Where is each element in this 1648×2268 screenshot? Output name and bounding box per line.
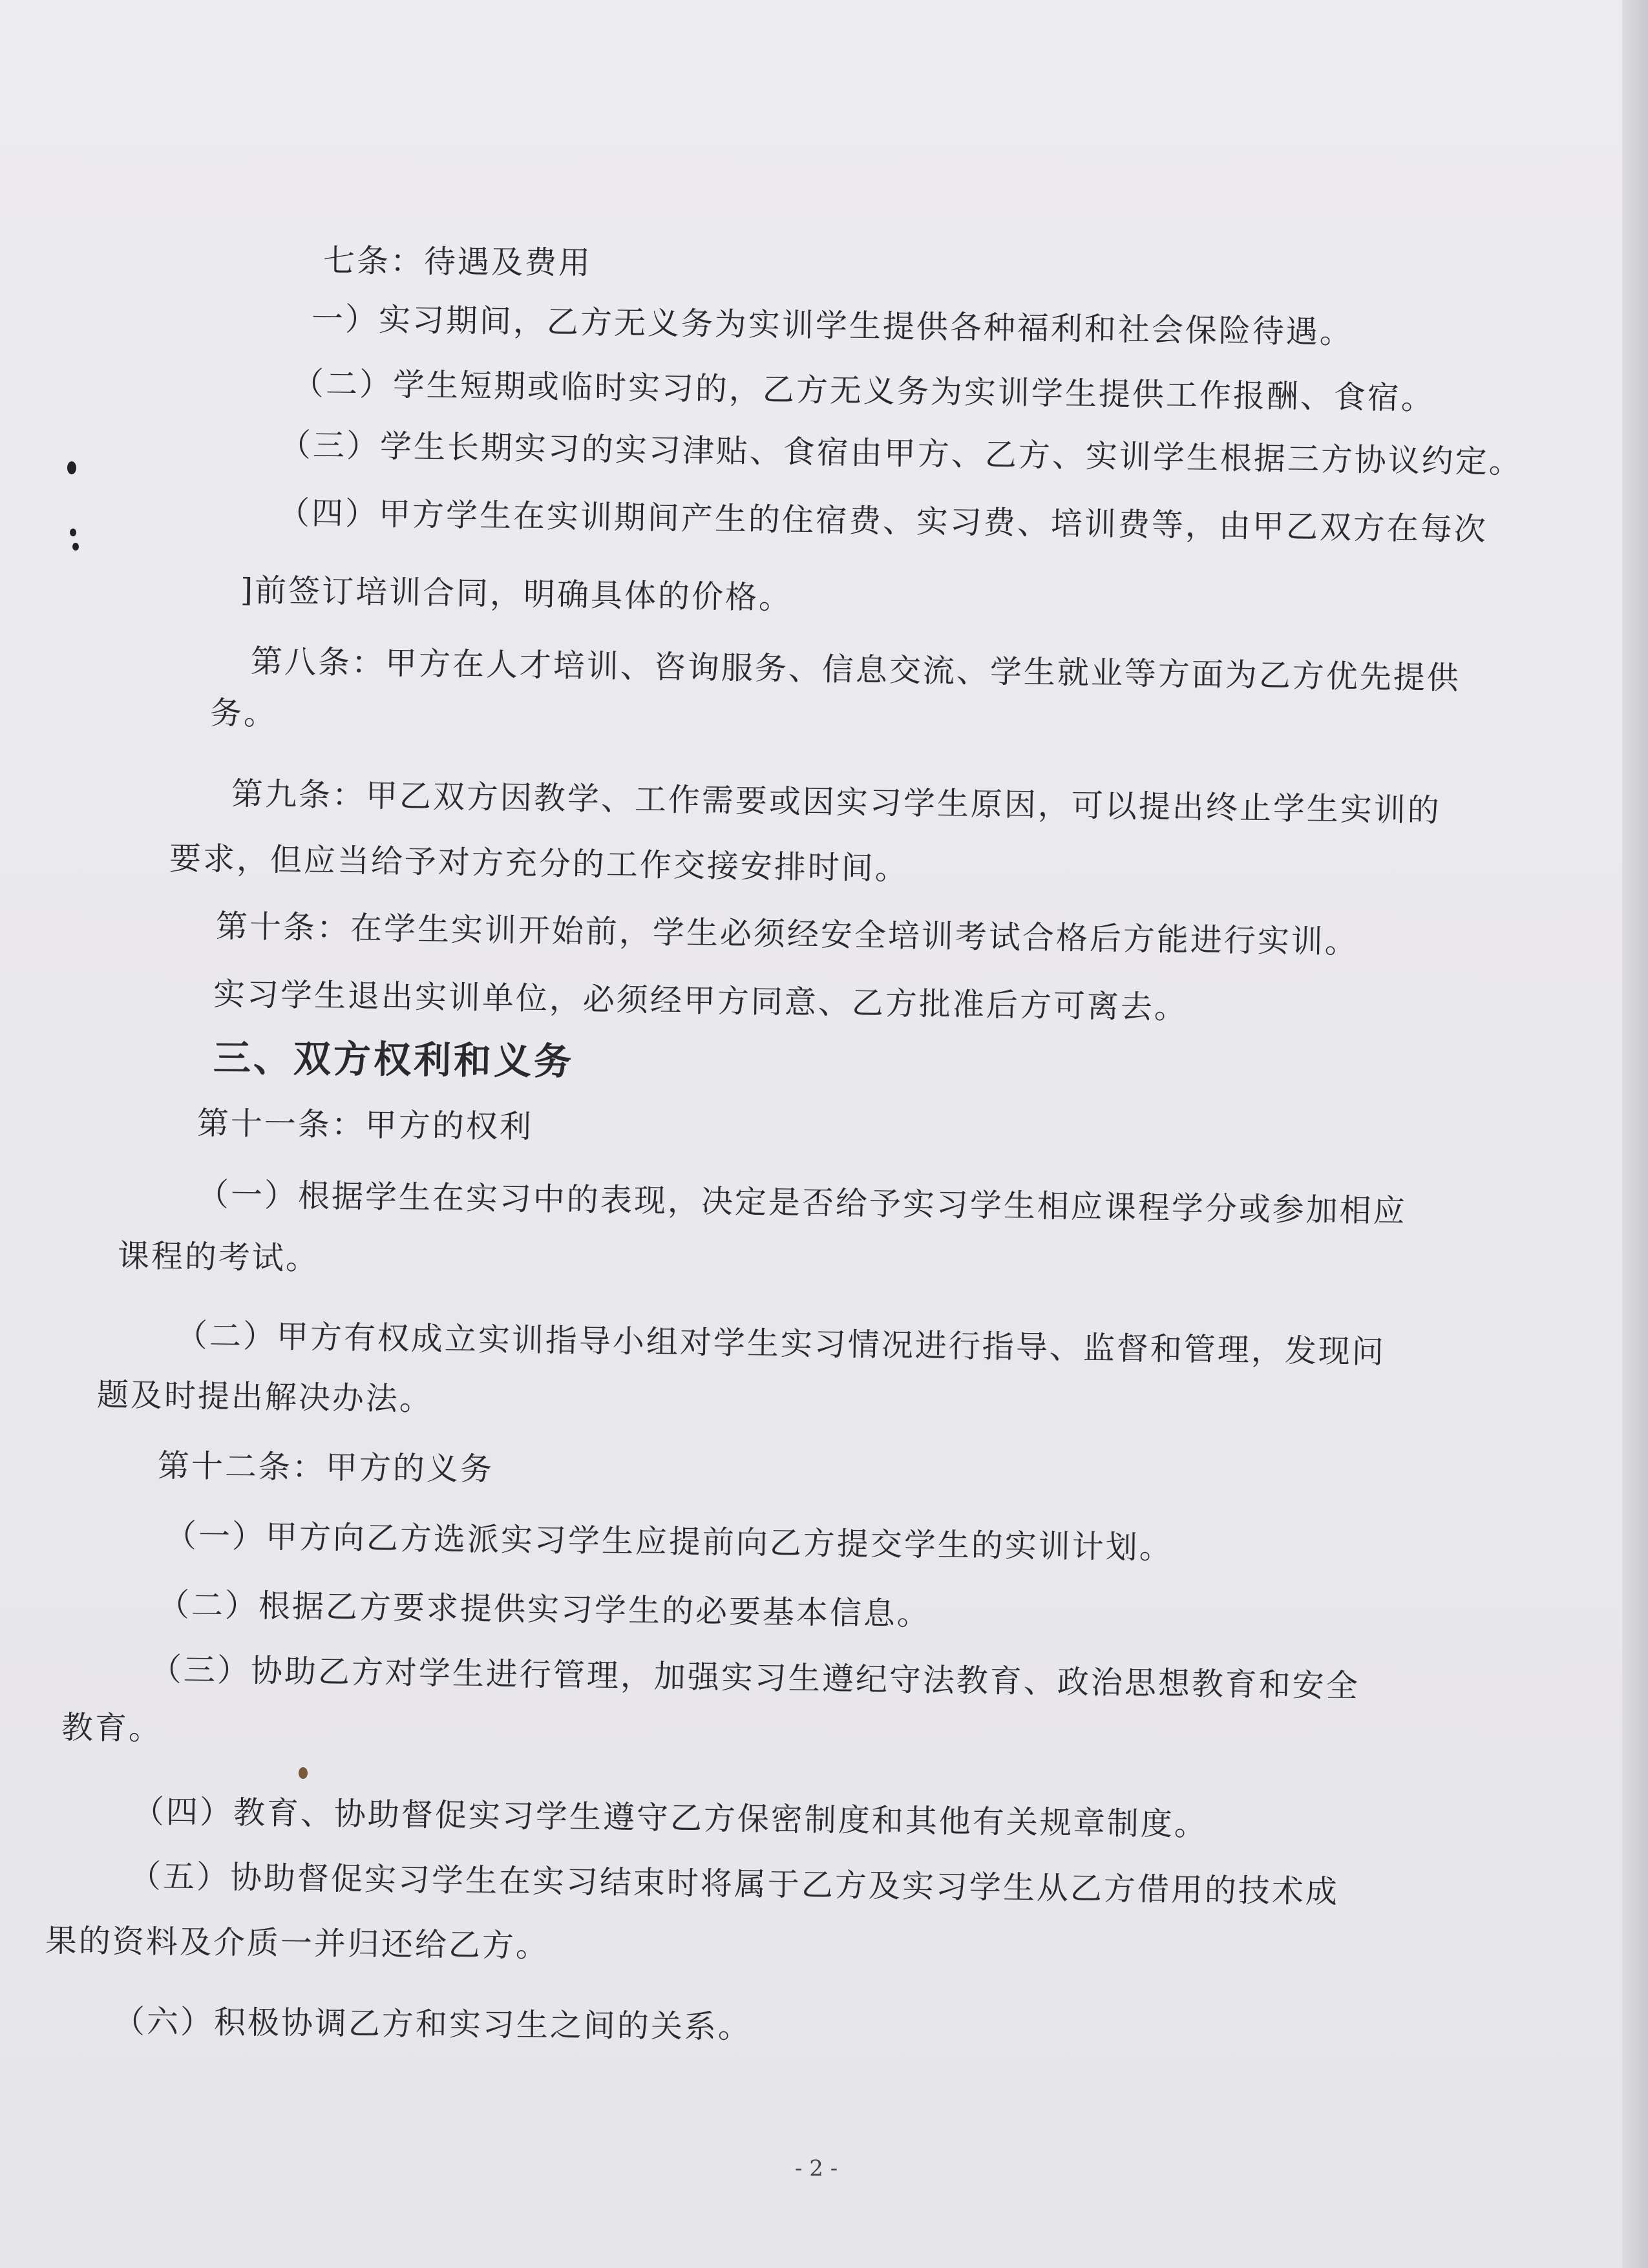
page-number: - 2 - [795,2156,838,2181]
article-12-item-5: （五）协助督促实习学生在实习结束时将属于乙方及实习学生从乙方借用的技术成 [129,1858,1340,1911]
article-8-cont: 务。 [209,695,278,733]
stain-speck [299,1767,308,1779]
article-7-title: 七条：待遇及费用 [322,242,593,282]
article-11-item-1-cont: 课程的考试。 [117,1237,320,1277]
article-12-item-1: （一）甲方向乙方选派实习学生应提前向乙方提交学生的实训计划。 [164,1517,1174,1567]
article-7-item-1: 一）实习期间，乙方无义务为实训学生提供各种福利和社会保险待遇。 [311,300,1354,352]
article-11-item-2: （二）甲方有权成立实训指导小组对学生实习情况进行指导、监督和管理，发现问 [175,1317,1386,1371]
article-11-item-1: （一）根据学生在实习中的表现，决定是否给予实习学生相应课程学分或参加相应 [196,1176,1408,1230]
article-8: 第八条：甲方在人才培训、咨询服务、信息交流、学生就业等方面为乙方优先提供 [250,643,1461,697]
article-7-item-3: （三）学生长期实习的实习津贴、食宿由甲方、乙方、实训学生根据三方协议约定。 [279,426,1523,481]
binding-hole-mark [67,461,76,474]
article-11-title: 第十一条：甲方的权利 [196,1105,534,1146]
article-12-item-5-cont: 果的资料及介质一并归还给乙方。 [45,1922,550,1965]
article-12-item-4: （四）教育、协助督促实习学生遵守乙方保密制度和其他有关规章制度。 [132,1793,1209,1843]
binding-hole-mark [72,543,79,551]
article-12-title: 第十二条：甲方的义务 [157,1447,494,1488]
article-10-cont: 实习学生退出实训单位，必须经甲方同意、乙方批准后方可离去。 [213,976,1188,1027]
article-9-cont: 要求，但应当给予对方充分的工作交接安排时间。 [169,840,909,887]
article-12-item-3: （三）协助乙方对学生进行管理，加强实习生遵纪守法教育、政治思想教育和安全 [149,1651,1360,1705]
page-edge-shadow [1622,0,1648,2268]
article-10: 第十条：在学生实训开始前，学生必须经安全培训考试合格后方能进行实训。 [215,908,1359,961]
article-11-item-2-cont: 题及时提出解决办法。 [96,1376,434,1418]
article-12-item-2: （二）根据乙方要求提供实习学生的必要基本信息。 [157,1586,931,1633]
article-12-item-3-cont: 教育。 [61,1709,163,1748]
article-7-item-4-cont: ]前签订培训合同，明确具体的价格。 [240,572,793,616]
article-12-item-6: （六）积极协调乙方和实习生之间的关系。 [112,2003,752,2046]
section-3-heading: 三、双方权利和义务 [213,1036,575,1084]
binding-hole-mark [70,529,76,536]
article-7-item-2: （二）学生短期或临时实习的，乙方无义务为实训学生提供工作报酬、食宿。 [291,365,1435,417]
article-9: 第九条：甲乙双方因教学、工作需要或因实习学生原因，可以提出终止学生实训的 [231,775,1442,830]
article-7-item-4: （四）甲方学生在实训期间产生的住宿费、实习费、培训费等，由甲乙双方在每次 [277,494,1488,549]
